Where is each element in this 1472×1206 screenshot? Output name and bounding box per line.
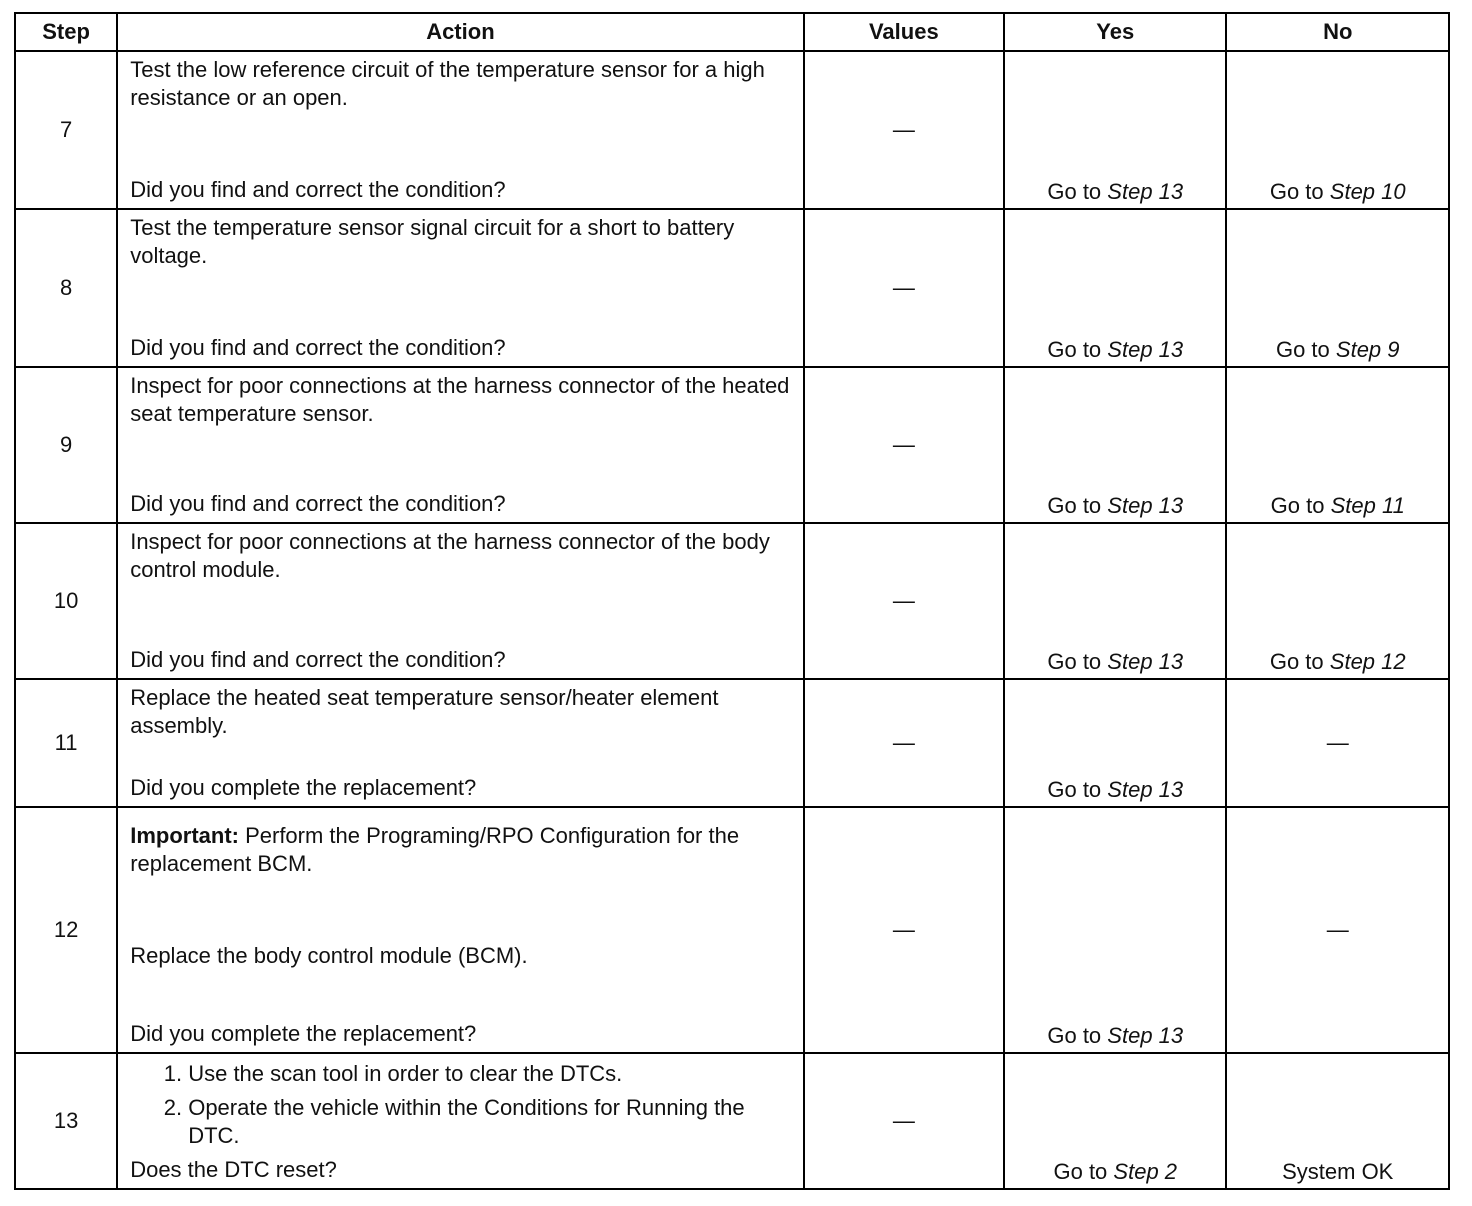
table-row	[15, 51, 1449, 209]
list-item: 1. Use the scan tool in order to clear the DTCs.	[188, 1060, 792, 1088]
values-cell: —	[804, 679, 1004, 807]
values-cell: —	[804, 1053, 1004, 1189]
action-list	[130, 1060, 792, 1156]
no-step-link[interactable]: Step 10	[1329, 179, 1406, 204]
yes-step-link[interactable]: Step 13	[1107, 1023, 1184, 1048]
action-cell	[117, 1053, 803, 1189]
no-cell	[1226, 367, 1449, 523]
important-note	[130, 822, 792, 878]
step-number: 10	[15, 523, 117, 679]
no-step-link[interactable]: Step 11	[1330, 493, 1405, 518]
values-cell: —	[804, 209, 1004, 367]
table-row	[15, 1053, 1449, 1189]
goto-label: Go to	[1053, 1159, 1108, 1184]
action-cell	[117, 807, 803, 1053]
no-cell: —	[1226, 679, 1449, 807]
no-step-link[interactable]: Step 9	[1335, 337, 1400, 362]
action-text: Inspect for poor connections at the harness connector of the body control module.	[130, 529, 770, 582]
no-cell: —	[1226, 807, 1449, 1053]
step-number: 13	[15, 1053, 117, 1189]
action-question: Did you complete the replacement?	[130, 1021, 477, 1046]
important-text: Perform the Programing/RPO Configuration for the replacement BCM.	[130, 823, 740, 876]
table-row	[15, 367, 1449, 523]
header-yes: Yes	[1004, 13, 1226, 51]
yes-step-link[interactable]: Step 13	[1107, 777, 1184, 802]
action-question: Did you find and correct the condition?	[130, 335, 506, 360]
goto-label: Go to	[1047, 493, 1102, 518]
goto-label: Go to	[1269, 179, 1324, 204]
step-number: 12	[15, 807, 117, 1053]
yes-cell	[1004, 807, 1226, 1053]
yes-step-link[interactable]: Step 13	[1107, 179, 1184, 204]
yes-cell	[1004, 1053, 1226, 1189]
action-question: Did you find and correct the condition?	[130, 647, 506, 672]
action-text: Inspect for poor connections at the harness connector of the heated seat temperature sensor.	[130, 373, 790, 426]
table-row	[15, 807, 1449, 1053]
yes-cell	[1004, 367, 1226, 523]
goto-label: Go to	[1047, 777, 1102, 802]
yes-cell	[1004, 209, 1226, 367]
step-number: 9	[15, 367, 117, 523]
table-row	[15, 209, 1449, 367]
yes-cell	[1004, 679, 1226, 807]
important-label: Important:	[130, 823, 239, 848]
header-no: No	[1226, 13, 1449, 51]
yes-cell	[1004, 51, 1226, 209]
action-cell	[117, 679, 803, 807]
values-cell: —	[804, 807, 1004, 1053]
goto-label: Go to	[1269, 649, 1324, 674]
action-cell	[117, 51, 803, 209]
action-text: Replace the body control module (BCM).	[130, 943, 528, 968]
values-cell: —	[804, 367, 1004, 523]
action-text: Test the temperature sensor signal circuit for a short to battery voltage.	[130, 215, 735, 268]
no-cell: System OK	[1226, 1053, 1449, 1189]
action-cell	[117, 209, 803, 367]
action-question: Did you find and correct the condition?	[130, 491, 506, 516]
action-text: Replace the heated seat temperature sensor/heater element assembly.	[130, 685, 719, 738]
yes-cell	[1004, 523, 1226, 679]
step-number: 7	[15, 51, 117, 209]
header-values: Values	[804, 13, 1004, 51]
no-cell	[1226, 209, 1449, 367]
yes-step-link[interactable]: Step 13	[1107, 649, 1184, 674]
goto-label: Go to	[1275, 337, 1330, 362]
values-cell: —	[804, 51, 1004, 209]
list-item: 2. Operate the vehicle within the Conditions for Running the DTC.	[188, 1094, 792, 1150]
header-step: Step	[15, 13, 117, 51]
goto-label: Go to	[1047, 179, 1102, 204]
action-question: Does the DTC reset?	[130, 1157, 337, 1182]
goto-label: Go to	[1047, 1023, 1102, 1048]
goto-label: Go to	[1047, 649, 1102, 674]
yes-step-link[interactable]: Step 13	[1107, 493, 1184, 518]
values-cell: —	[804, 523, 1004, 679]
action-cell	[117, 523, 803, 679]
table-row	[15, 679, 1449, 807]
no-cell	[1226, 51, 1449, 209]
table-row	[15, 523, 1449, 679]
yes-step-link[interactable]: Step 13	[1107, 337, 1184, 362]
action-question: Did you complete the replacement?	[130, 775, 477, 800]
goto-label: Go to	[1047, 337, 1102, 362]
action-question: Did you find and correct the condition?	[130, 177, 506, 202]
diagnostic-table	[14, 12, 1450, 1190]
header-action: Action	[117, 13, 803, 51]
header-row	[15, 13, 1449, 51]
yes-step-link[interactable]: Step 2	[1113, 1159, 1178, 1184]
no-cell	[1226, 523, 1449, 679]
goto-label: Go to	[1270, 493, 1325, 518]
step-number: 8	[15, 209, 117, 367]
no-step-link[interactable]: Step 12	[1329, 649, 1406, 674]
step-number: 11	[15, 679, 117, 807]
action-cell	[117, 367, 803, 523]
action-text: Test the low reference circuit of the temperature sensor for a high resistance or an open.	[130, 57, 765, 110]
